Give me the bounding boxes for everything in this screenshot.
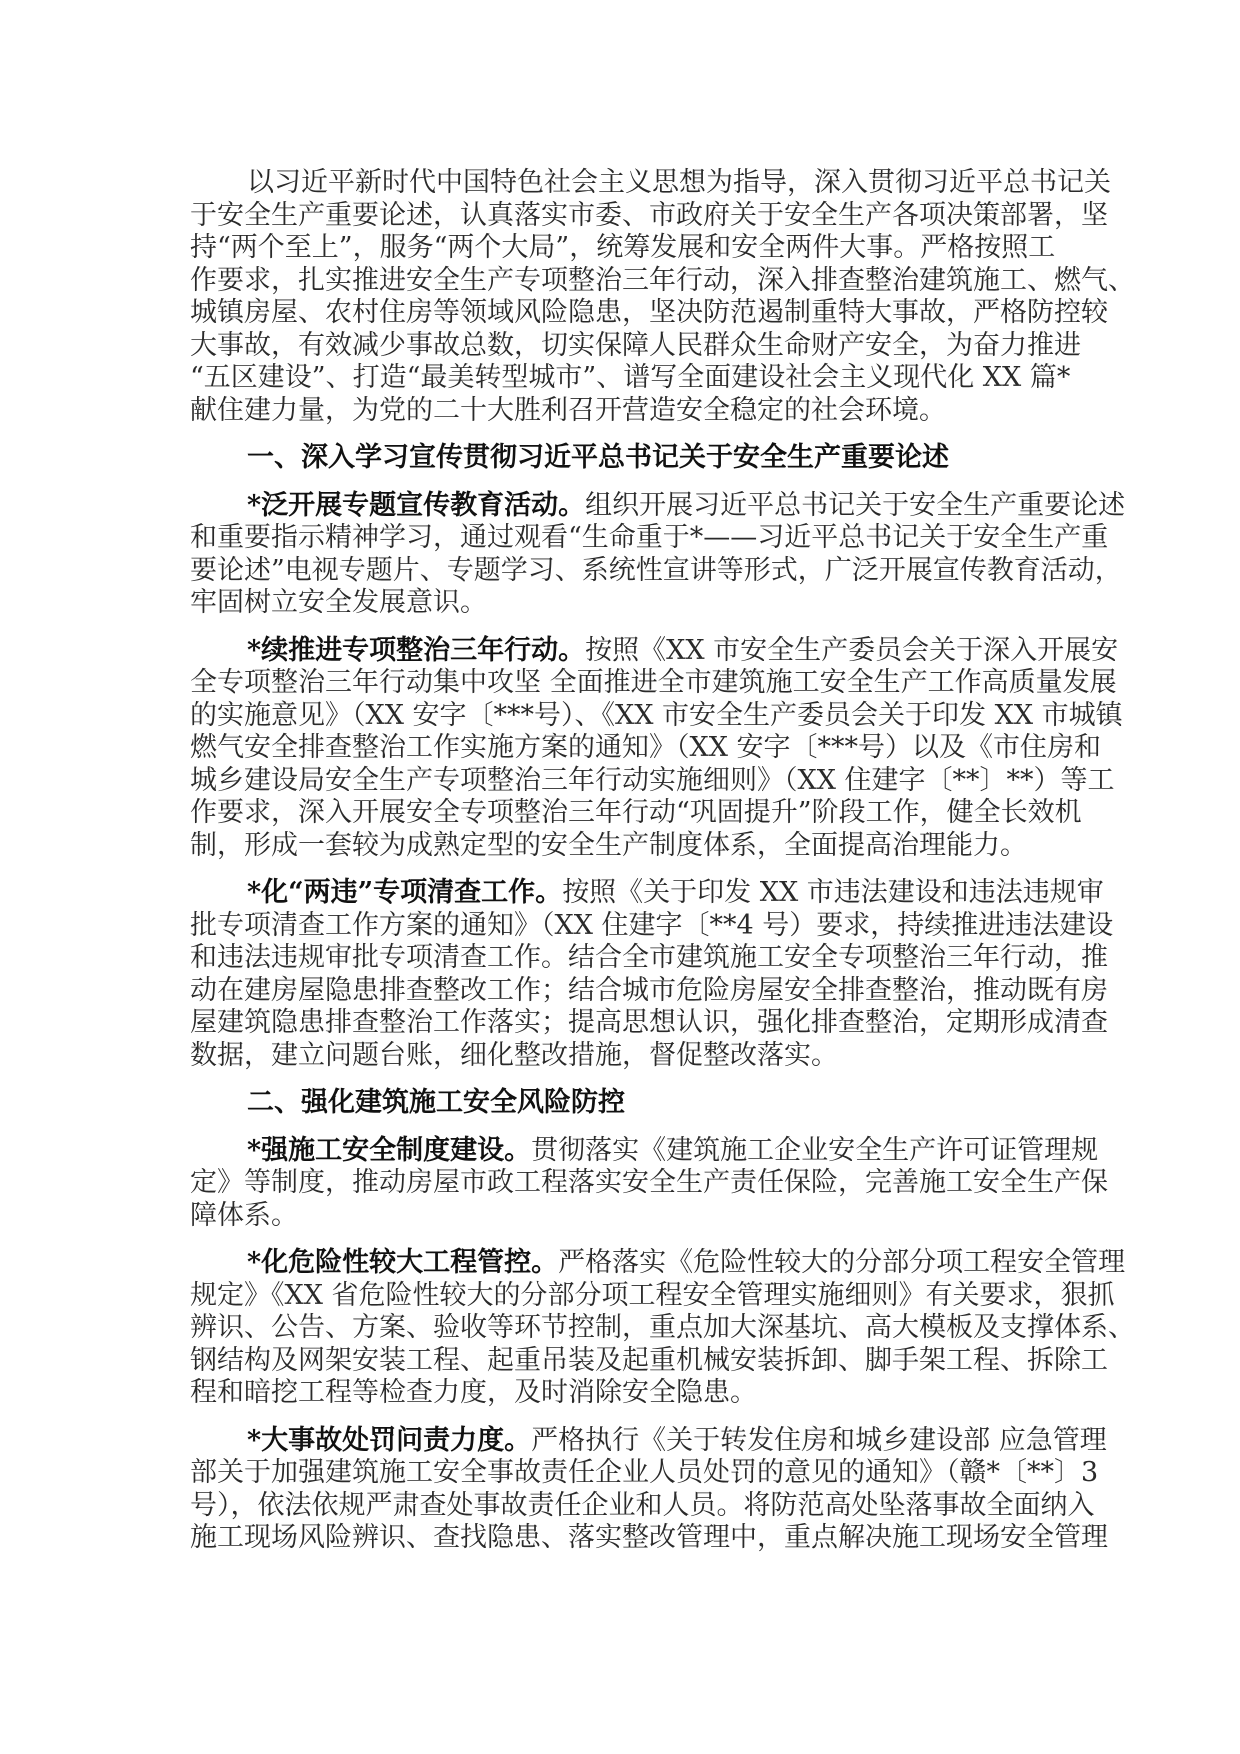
line-text: 批专项清查工作方案的通知》（XX 住建字〔**4 号）要求，持续推进违法建设 <box>190 909 1114 941</box>
text-line <box>190 1489 1095 1523</box>
paragraph-lead: *泛开展专题宣传教育活动。 <box>247 489 586 521</box>
text-line <box>190 1167 1108 1200</box>
text-line <box>190 1377 1052 1410</box>
line-text: 燃气安全排查整治工作实施方案的通知》（XX 安字〔***号）以及《市住房和 <box>190 732 1102 763</box>
paragraph <box>190 634 1123 863</box>
line-text: 数据，建立问题台账，细化整改措施，督促整改落实。 <box>190 1039 838 1071</box>
text-line <box>190 1134 1099 1168</box>
text-line <box>190 395 1052 428</box>
text-line <box>190 797 1082 830</box>
paragraph <box>190 1247 1135 1410</box>
line-text: 辨识、公告、方案、验收等环节控制，重点加大深基坑、高大模板及支撑体系、 <box>190 1312 1135 1343</box>
line-text: 城镇房屋、农村住房等领域风险隐患，坚决防范遏制重特大事故，严格防控较 <box>190 297 1108 328</box>
line-text: 大事故，有效减少事故总数，切实保障人民群众生命财产安全，为奋力推进 <box>190 329 1081 361</box>
paragraph-lead: *强施工安全制度建设。 <box>247 1134 532 1166</box>
document-page <box>190 167 1135 1570</box>
text-line <box>190 1522 1108 1555</box>
text-line <box>190 830 1052 863</box>
text-line <box>190 1200 1052 1233</box>
paragraph <box>190 489 1126 620</box>
text-line <box>190 587 1052 620</box>
paragraph-lead: *续推进专项整治三年行动。 <box>247 634 586 666</box>
line-text: 贯彻落实《建筑施工企业安全生产许可证管理规 <box>531 1134 1099 1166</box>
text-line <box>190 167 1111 200</box>
paragraph <box>190 877 1114 1072</box>
line-text: 二、强化建筑施工安全风险防控 <box>247 1087 625 1118</box>
text-line <box>190 1040 1052 1073</box>
section-heading <box>190 442 1052 475</box>
paragraph <box>190 1134 1108 1233</box>
line-text: “五区建设”、打造“最美转型城市”、谱写全面建设社会主义现代化 XX 篇* <box>190 362 1071 393</box>
text-line <box>190 909 1114 943</box>
line-text: 要论述”电视专题片、专题学习、系统性宣讲等形式，广泛开展宣传教育活动， <box>190 554 1122 586</box>
line-text: 以习近平新时代中国特色社会主义思想为指导，深入贯彻习近平总书记关 <box>247 167 1111 198</box>
paragraph-lead: *化“两违”专项清查工作。 <box>247 877 563 908</box>
line-text: 制，形成一套较为成熟定型的安全生产制度体系，全面提高治理能力。 <box>190 829 1027 861</box>
text-line <box>190 199 1108 233</box>
line-text: 于安全生产重要论述，认真落实市委、市政府关于安全生产各项决策部署，坚 <box>190 199 1108 231</box>
line-text: 全专项整治三年行动集中攻坚 全面推进全市建筑施工安全生产工作高质量发展 <box>190 667 1117 698</box>
line-text: 的实施意见》（XX 安字〔***号）、《XX 市安全生产委员会关于印发 XX 市城镇 <box>190 699 1123 731</box>
line-text: 施工现场风险辨识、查找隐患、落实整改管理中，重点解决施工现场安全管理 <box>190 1522 1108 1553</box>
text-line <box>190 1312 1135 1345</box>
line-text: 一、深入学习宣传贯彻习近平总书记关于安全生产重要论述 <box>247 442 949 473</box>
line-text: 部关于加强建筑施工安全事故责任企业人员处罚的意见的通知》（赣*〔**〕3 <box>190 1457 1099 1488</box>
paragraph <box>190 167 1135 427</box>
text-line <box>190 522 1109 555</box>
line-text: 和重要指示精神学习，通过观看“生命重于*——习近平总书记关于安全生产重 <box>190 522 1109 553</box>
paragraph-lead: *化危险性较大工程管控。 <box>247 1247 559 1278</box>
text-line <box>190 1344 1108 1378</box>
text-line <box>190 329 1081 363</box>
text-line <box>190 732 1102 765</box>
text-line <box>190 634 1119 668</box>
text-line <box>190 1457 1099 1490</box>
line-text: 按照《XX 市安全生产委员会关于深入开展安 <box>585 634 1119 666</box>
line-text: 组织开展习近平总书记关于安全生产重要论述 <box>585 489 1126 521</box>
text-line <box>190 1247 1126 1280</box>
text-line <box>190 442 1052 475</box>
section-heading <box>190 1087 1052 1120</box>
line-text: 持“两个至上”，服务“两个大局”，统筹发展和安全两件大事。严格按照工 <box>190 232 1056 263</box>
text-line <box>190 1424 1107 1458</box>
line-text: 城乡建设局安全生产专项整治三年行动实施细则》（XX 住建字〔**〕**）等工 <box>190 764 1115 796</box>
line-text: 屋建筑隐患排查整治工作落实；提高思想认识，强化排查整治，定期形成清查 <box>190 1007 1108 1038</box>
text-line <box>190 1007 1108 1040</box>
text-line <box>190 699 1123 733</box>
line-text: 钢结构及网架安装工程、起重吊装及起重机械安装拆卸、脚手架工程、拆除工 <box>190 1344 1108 1376</box>
line-text: 障体系。 <box>190 1199 298 1231</box>
line-text: 牢固树立安全发展意识。 <box>190 587 487 618</box>
line-text: 号），依法依规严肃查处事故责任企业和人员。将防范高处坠落事故全面纳入 <box>190 1489 1095 1521</box>
text-line <box>190 554 1122 588</box>
line-text: 献住建力量，为党的二十大胜利召开营造安全稳定的社会环境。 <box>190 394 946 426</box>
line-text: 动在建房屋隐患排查整改工作；结合城市危险房屋安全排查整治，推动既有房 <box>190 974 1108 1006</box>
paragraph-lead: *大事故处罚问责力度。 <box>247 1424 532 1456</box>
text-line <box>190 489 1126 523</box>
text-line <box>190 1279 1115 1313</box>
text-line <box>190 297 1108 330</box>
line-text: 程和暗挖工程等检查力度，及时消除安全隐患。 <box>190 1377 757 1408</box>
line-text: 作要求，扎实推进安全生产专项整治三年行动，深入排查整治建筑施工、燃气、 <box>190 264 1135 296</box>
text-line <box>190 942 1108 975</box>
text-line <box>190 232 1056 265</box>
paragraph <box>190 1424 1108 1555</box>
line-text: 严格落实《危险性较大的分部分项工程安全管理 <box>558 1247 1126 1278</box>
text-line <box>190 264 1135 298</box>
line-text: 按照《关于印发 XX 市违法建设和违法违规审 <box>562 877 1104 908</box>
text-line <box>190 877 1104 910</box>
text-line <box>190 974 1108 1008</box>
line-text: 定》等制度，推动房屋市政工程落实安全生产责任保险，完善施工安全生产保 <box>190 1167 1108 1198</box>
line-text: 规定》《XX 省危险性较大的分部分项工程安全管理实施细则》有关要求，狠抓 <box>190 1279 1115 1311</box>
text-line <box>190 362 1071 395</box>
text-line <box>190 1087 1052 1120</box>
text-line <box>190 667 1117 700</box>
line-text: 作要求，深入开展安全专项整治三年行动“巩固提升”阶段工作，健全长效机 <box>190 797 1082 828</box>
line-text: 严格执行《关于转发住房和城乡建设部 应急管理 <box>531 1424 1107 1456</box>
line-text: 和违法违规审批专项清查工作。结合全市建筑施工安全专项整治三年行动，推 <box>190 942 1108 973</box>
text-line <box>190 764 1115 798</box>
